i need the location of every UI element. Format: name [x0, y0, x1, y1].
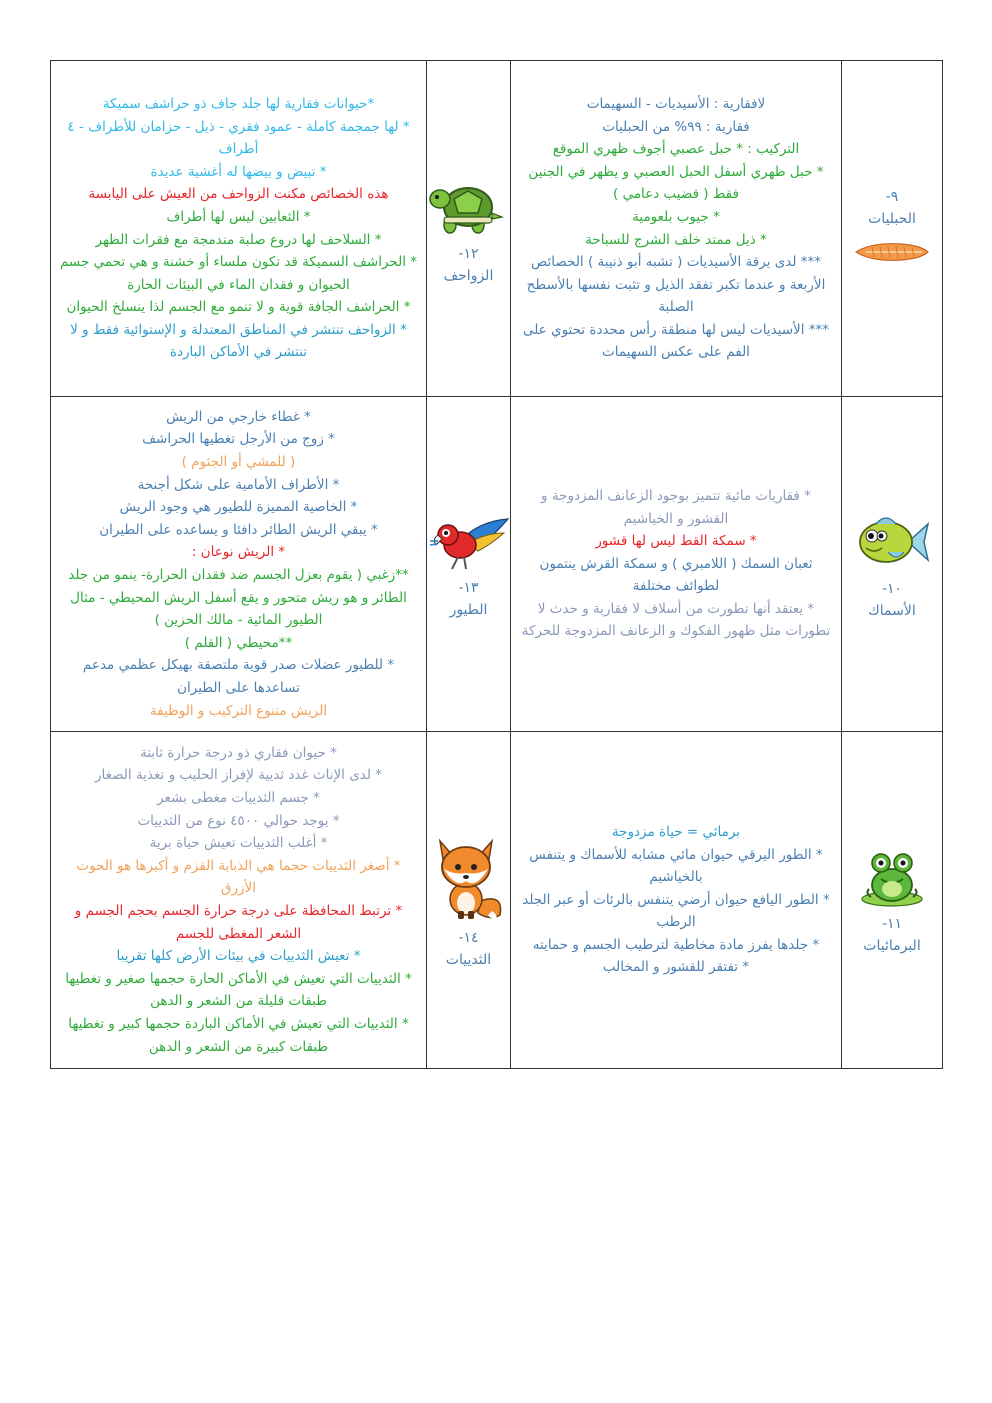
description-line: * ترتبط المحافظة على درجة حرارة الجسم بحجم الجسم و الشعر المغطى للجسم	[74, 903, 403, 942]
description-line: * جسم الثدييات مغطى بشعر	[157, 790, 320, 807]
description-line: **محيطي ( القلم )	[184, 634, 293, 651]
chordates-description	[511, 61, 842, 397]
reptiles-label-cell	[427, 61, 511, 397]
description-line: * الثدييات التي تعيش في الأماكن الحارة حجمها صغير و تغطيها طبقات قليلة من الشعر و الدهن	[65, 970, 412, 1010]
fish-icon	[842, 512, 942, 572]
birds-title: الطيور	[449, 602, 488, 618]
birds-number: ١٣-	[458, 580, 479, 596]
parrot-icon	[427, 513, 510, 571]
fish-number: ١٠-	[881, 581, 903, 597]
reptiles-number: ١٢-	[458, 245, 479, 262]
description-line: * الزواحف تنتشر في المناطق المعتدلة و الإستوائية فقط و لا تنتشر في الأماكن الباردة	[70, 321, 407, 361]
description-line: فقارية : ٩٩% من الحبليات	[602, 118, 750, 135]
description-line: * لدى الإناث غدد ثديية لإفراز الحليب و تغذية الصغار	[94, 767, 383, 784]
description-line: * السلاحف لها دروع صلبة مندمجة مع فقرات الظهر	[95, 231, 382, 248]
description-line: * الأطراف الأمامية على شكل أجنحة	[137, 476, 340, 493]
mammals-title: الثدييات	[445, 952, 492, 968]
description-line: * غطاء خارجي من الريش	[166, 408, 311, 425]
frog-icon	[842, 849, 942, 907]
description-line: * أغلب الثدييات تعيش حياة برية	[149, 835, 328, 852]
description-line: * الحراشف السميكة قد تكون ملساء أو خشنة و هي تحمي جسم الحيوان و فقدان الماء في البيئات الحارة	[59, 254, 418, 293]
mammals-description	[51, 732, 427, 1069]
description-line: * زوج من الأرجل تغطيها الحراشف	[142, 431, 335, 448]
description-line: لافقارية : الأسيديات - السهيمات	[586, 95, 766, 112]
description-line: * الريش نوعان :	[191, 544, 286, 561]
reptiles-title: الزواحف	[443, 267, 494, 284]
description-line: *حيوانات فقارية لها جلد جاف ذو حراشف سميكة	[102, 95, 375, 112]
description-line: * سمكة القط ليس لها قشور	[595, 533, 757, 550]
description-line: * ذيل ممتد خلف الشرج للسباحة	[585, 231, 767, 248]
amphibians-title: البرمائيات	[863, 938, 921, 954]
fox-icon	[427, 835, 510, 921]
description-line: ( للمشي أو الجثوم )	[181, 454, 296, 471]
fish-label-cell	[842, 397, 943, 732]
turtle-icon	[427, 177, 510, 237]
mammals-label-cell	[427, 732, 511, 1069]
table-row	[51, 397, 943, 732]
description-line: * حيوان فقاري ذو درجة حرارة ثابتة	[140, 744, 337, 761]
description-line: * الثعابين ليس لها أطراف	[166, 208, 311, 225]
lancelet-icon	[842, 236, 942, 266]
description-line: *** لدى يرقة الأسيديات ( تشبه أبو ذنيبة ) الخصائص الأربعة و عندما تكبر تفقد الذيل و تثبت نفسها بالأسطح الصلبة	[526, 254, 826, 316]
description-line: * الحراشف الجافة قوية و لا تنمو مع الجسم لذا ينسلخ الحيوان	[66, 299, 411, 316]
description-line: * جيوب بلعومية	[632, 208, 720, 225]
description-line: * حبل ظهري أسفل الحبل العصبي و يظهر في الجنين فقط ( قضيب دعامي )	[528, 163, 824, 203]
birds-label-cell	[427, 397, 511, 732]
description-line: * يوجد حوالي ٤٥٠٠ نوع من الثدييات	[137, 812, 340, 829]
classification-table	[50, 60, 943, 1069]
description-line: ثعبان السمك ( اللامبري ) و سمكة القرش ينتمون لطوائف مختلفة	[539, 555, 813, 595]
amphibians-label-cell	[842, 732, 943, 1069]
description-line: * الطور اليافع حيوان أرضي يتنفس بالرئات أو عبر الجلد الرطب	[522, 891, 830, 931]
description-line: * لها جمجمة كاملة - عمود فقري - ذيل - حزامان للأطراف - ٤ أطراف	[67, 118, 410, 158]
mammals-number: ١٤-	[458, 930, 479, 946]
description-line: * تبيض و بيضها له أغشية عديدة	[150, 163, 327, 180]
description-line: * فقاريات مائية تتميز بوجود الزعانف المزدوجة و القشور و الخياشيم	[541, 487, 811, 527]
description-line: هذه الخصائص مكنت الزواحف من العيش على اليابسة	[88, 186, 389, 203]
description-line: * الثدييات التي تعيش في الأماكن الباردة حجمها كبير و تغطيها طبقات كبيرة من الشعر و الدهن	[68, 1015, 409, 1055]
chordates-title: الحبليات	[868, 210, 916, 227]
amphibians-description	[511, 732, 842, 1069]
description-line: * أصغر الثدييات حجما هي الذبابة القزم و أكبرها هو الحوت الأزرق	[76, 857, 401, 897]
description-line: * الخاصية المميزة للطيور هي وجود الريش	[119, 499, 358, 516]
fish-description	[511, 397, 842, 732]
table-row	[51, 732, 943, 1069]
chordates-label-cell	[842, 61, 943, 397]
table-row	[51, 61, 943, 397]
description-line: * جلدها يفرز مادة مخاطية لترطيب الجسم و حمايته	[532, 936, 820, 953]
reptiles-description	[51, 61, 427, 397]
description-line: * تعيش الثدييات في بيئات الأرض كلها تقريبا	[116, 948, 361, 965]
description-line: *** الأسيديات ليس لها منطقة رأس محددة تحتوي على الفم على عكس السهيمات	[522, 321, 830, 361]
description-line: * تفتقر للقشور و المخالب	[602, 959, 750, 976]
amphibians-number: ١١-	[881, 916, 903, 932]
description-line: **زغبي ( يقوم بعزل الجسم ضد فقدان الحرارة- ينمو من جلد الطائر و هو ريش متحور و يقع أسفل الريش المحيطي - مثال الطيور المائية - مالك الحزين )	[68, 567, 409, 629]
description-line: * يعتقد أنها تطورت من أسلاف لا فقارية و حدث لا تطورات مثل ظهور الفكوك و الزعانف المزدوجة للحركة	[521, 600, 831, 640]
description-line: التركيب : * حبل عصبي أجوف ظهري الموقع	[552, 141, 800, 158]
description-line: الريش متنوع التركيب و الوظيفة	[149, 702, 328, 719]
description-line: * للطيور عضلات صدر قوية ملتصقة بهيكل عظمي مدعم تساعدها على الطيران	[82, 657, 395, 696]
description-line: برمائي = حياة مزدوجة	[611, 823, 741, 840]
description-line: * يبقي الريش الطائر دافئا و يساعده على الطيران	[99, 521, 378, 538]
birds-description	[51, 397, 427, 732]
description-line: * الطور اليرقي حيوان مائي مشابه للأسماك و يتنفس بالخياشيم	[529, 846, 823, 886]
fish-title: الأسماك	[868, 603, 916, 619]
chordates-number: ٩-	[885, 188, 899, 205]
